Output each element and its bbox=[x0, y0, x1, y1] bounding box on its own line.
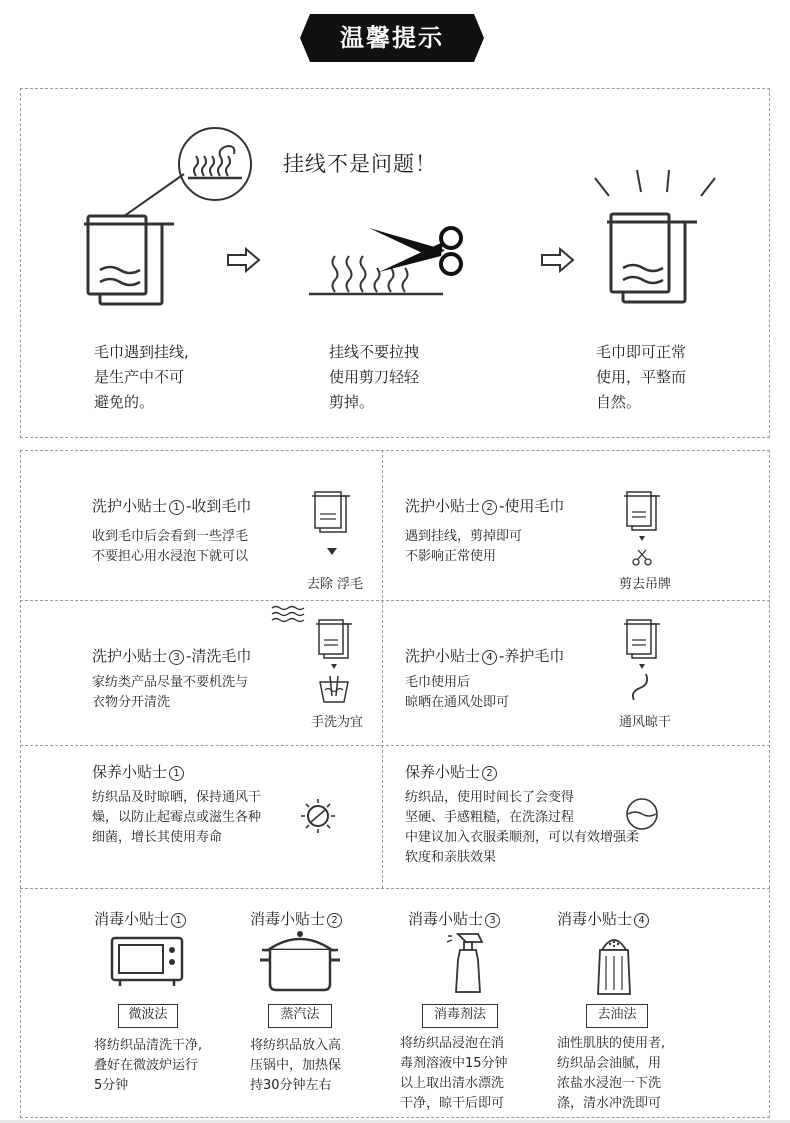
step-3-text: 毛巾即可正常 使用，平整而 自然。 bbox=[596, 343, 687, 411]
softener-icon bbox=[622, 796, 662, 832]
divider bbox=[20, 745, 770, 746]
maintain-tip-1-body: 纺织品及时晾晒，保持通风干 燥，以防止起霉点或滋生各种 细菌，增长其使用寿命 bbox=[92, 790, 262, 845]
air-dry-icon bbox=[620, 616, 664, 708]
water-waves-icon bbox=[270, 604, 306, 624]
towel-with-thread-icon bbox=[82, 210, 178, 310]
step-1-text: 毛巾遇到挂线, 是生产中不可 避免的。 bbox=[94, 343, 189, 411]
divider bbox=[20, 600, 770, 601]
care-tip-1-caption: 去除 浮毛 bbox=[306, 577, 364, 592]
towel-icon bbox=[310, 488, 354, 568]
towel-scissors-icon bbox=[620, 488, 664, 572]
care-tip-1-body: 收到毛巾后会看到一些浮毛 不要担心用水浸泡下就可以 bbox=[92, 529, 249, 564]
care-tip-4-caption: 通风晾干 bbox=[618, 715, 671, 730]
disinfect-tip-3-title: 消毒小贴士 3 bbox=[408, 908, 502, 929]
care-tip-3-caption: 手洗为宜 bbox=[310, 715, 363, 730]
divider bbox=[20, 888, 770, 889]
care-tip-4-body: 毛巾使用后 晾晒在通风处即可 bbox=[405, 675, 510, 710]
scissors-cutting-icon bbox=[305, 220, 475, 300]
care-tip-3-body: 家纺类产品尽量不要机洗与 衣物分开清洗 bbox=[92, 675, 249, 710]
disinfect-tip-4-title: 消毒小贴士 4 bbox=[557, 908, 651, 929]
arrow-right-icon bbox=[226, 246, 262, 274]
care-tip-4-title: 洗护小贴士 4 -养护毛巾 bbox=[405, 647, 565, 665]
divider bbox=[382, 450, 383, 888]
care-tip-2-caption: 剪去吊牌 bbox=[618, 577, 671, 592]
clean-towel-icon bbox=[585, 168, 725, 308]
disinfect-tip-2-body: 将纺织品放入高 压锅中，加热保 持30分钟左右 bbox=[250, 1038, 342, 1093]
salt-shaker-icon bbox=[594, 932, 634, 996]
method-label-microwave: 微波法 bbox=[118, 1004, 178, 1028]
microwave-icon bbox=[110, 936, 184, 988]
care-tip-3-title: 洗护小贴士 3 -清洗毛巾 bbox=[92, 647, 252, 665]
disinfect-tip-4-body: 油性肌肤的使用者, 纺织品会油腻，用 浓盐水浸泡一下洗 涤，清水冲洗即可 bbox=[557, 1036, 666, 1111]
step-2-text: 挂线不要拉拽 使用剪刀轻轻 剪掉。 bbox=[329, 343, 420, 411]
maintain-tip-2-body: 纺织品，使用时间长了会变得 坚硬、手感粗糙，在洗涤过程 中建议加入衣服柔顺剂，可以有效增强柔 软度和亲肤效果 bbox=[405, 790, 640, 865]
sun-icon bbox=[300, 798, 336, 834]
disinfect-tip-1-title: 消毒小贴士 1 bbox=[94, 908, 188, 929]
spray-bottle-icon bbox=[444, 930, 488, 996]
disinfect-tip-1-body: 将纺织品清洗干净, 叠好在微波炉运行 5分钟 bbox=[94, 1038, 203, 1093]
intro-title: 挂线不是问题！ bbox=[283, 152, 437, 176]
method-label-steam: 蒸汽法 bbox=[268, 1004, 332, 1028]
header-banner bbox=[300, 14, 484, 62]
method-label-disinfectant: 消毒剂法 bbox=[422, 1004, 498, 1028]
hand-wash-icon bbox=[312, 616, 356, 708]
disinfect-tip-2-title: 消毒小贴士 2 bbox=[250, 908, 344, 929]
arrow-right-icon bbox=[540, 246, 576, 274]
care-tip-1-title: 洗护小贴士 1 -收到毛巾 bbox=[92, 497, 252, 515]
page-title: 温馨提示 bbox=[340, 24, 444, 52]
pressure-cooker-icon bbox=[258, 928, 342, 992]
method-label-degrease: 去油法 bbox=[586, 1004, 648, 1028]
disinfect-tip-3-body: 将纺织品浸泡在消 毒剂溶液中15分钟 以上取出清水漂洗 干净，晾干后即可 bbox=[400, 1036, 508, 1111]
maintain-tip-1-title: 保养小贴士 1 bbox=[92, 761, 186, 782]
maintain-tip-2-title: 保养小贴士 2 bbox=[405, 761, 499, 782]
care-tip-2-body: 遇到挂线，剪掉即可 不影响正常使用 bbox=[405, 529, 523, 564]
care-tip-2-title: 洗护小贴士 2 -使用毛巾 bbox=[405, 497, 565, 515]
